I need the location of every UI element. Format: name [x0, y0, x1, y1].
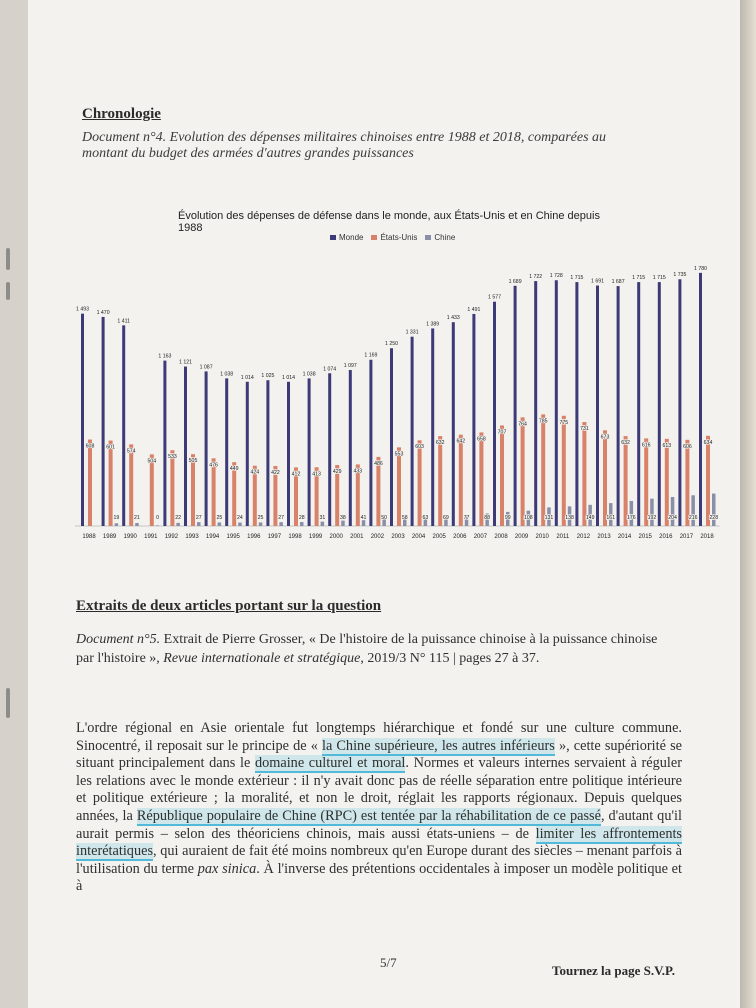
- chart-legend: [330, 233, 455, 242]
- bar-monde-1988: [81, 314, 84, 526]
- x-tick-label-2010: 2010: [535, 534, 549, 540]
- data-label-monde-2002: 1 169: [364, 352, 378, 359]
- data-label-monde-2000: 1 074: [323, 366, 337, 373]
- data-label-chine-2011: 138: [565, 515, 574, 521]
- document-5-citation: [76, 630, 666, 668]
- data-label-monde-1993: 1 121: [179, 359, 192, 366]
- bar-monde-1997: [266, 380, 269, 526]
- data-label-chine-1990: 21: [134, 515, 140, 521]
- bar-chine-2015: [650, 499, 654, 526]
- excerpt-text: , qui auraient de fait été moins nombreux qu'en Europe durant des siècles – menant parfois à l'utilisation du terme: [76, 843, 682, 877]
- highlighted-text: domaine culturel et moral: [254, 755, 406, 772]
- data-label-tatsunis-1996: 424: [250, 469, 260, 476]
- data-label-chine-1999: 31: [319, 515, 326, 521]
- bar-monde-2007: [472, 314, 475, 526]
- data-label-chine-2015: 192: [647, 515, 657, 521]
- data-label-chine-1997: 27: [278, 515, 285, 521]
- bar-monde-2015: [637, 282, 640, 526]
- bar-tatsunis-2017: [685, 440, 689, 526]
- data-label-tatsunis-1997: 422: [271, 469, 280, 476]
- bar-monde-1989: [102, 317, 105, 526]
- data-label-monde-1990: 1 411: [117, 318, 131, 325]
- legend-swatch-etats-unis: [371, 235, 377, 240]
- bar-chine-2018: [712, 494, 716, 526]
- x-tick-label-2001: 2001: [350, 534, 364, 540]
- data-label-monde-1999: 1 038: [302, 371, 316, 378]
- excerpt-text: », cette supériorité se situant principalement dans le: [76, 737, 682, 772]
- legend-label-monde: Monde: [339, 233, 364, 242]
- data-label-monde-1997: 1 025: [261, 373, 275, 380]
- x-tick-label-1989: 1989: [102, 534, 117, 540]
- bar-monde-2003: [390, 348, 393, 526]
- document-5-label: Document n°5.: [76, 632, 161, 647]
- data-label-monde-1995: 1 038: [220, 371, 234, 378]
- bar-monde-2006: [452, 322, 455, 526]
- bar-tatsunis-2008: [500, 425, 504, 526]
- data-label-tatsunis-2002: 486: [374, 460, 383, 467]
- x-tick-label-2015: 2015: [638, 534, 652, 540]
- x-tick-label-2016: 2016: [659, 534, 673, 540]
- data-label-monde-2014: 1 687: [611, 279, 625, 286]
- x-tick-label-2007: 2007: [473, 534, 488, 540]
- bar-tatsunis-1994: [212, 458, 216, 526]
- excerpt-italic-term: pax sinica: [197, 860, 257, 877]
- data-label-tatsunis-2008: 707: [497, 429, 507, 436]
- bar-tatsunis-1990: [129, 444, 133, 526]
- x-tick-label-1993: 1993: [185, 534, 199, 540]
- bar-tatsunis-2009: [521, 417, 525, 526]
- x-tick-label-2014: 2014: [617, 534, 632, 540]
- bar-tatsunis-2002: [376, 457, 380, 526]
- legend-label-chine: Chine: [434, 233, 456, 242]
- x-tick-label-2000: 2000: [329, 534, 343, 540]
- legend-item-monde: [330, 233, 363, 242]
- bar-tatsunis-2006: [459, 435, 463, 526]
- bar-tatsunis-1988: [88, 440, 92, 526]
- data-label-chine-1994: 25: [216, 515, 223, 521]
- x-tick-label-1998: 1998: [288, 534, 302, 540]
- highlighted-text: limiter les affrontements interétatiques: [76, 825, 682, 860]
- x-tick-label-1994: 1994: [205, 534, 220, 540]
- data-label-monde-2001: 1 097: [343, 362, 357, 369]
- data-label-tatsunis-2006: 642: [456, 438, 466, 445]
- x-tick-label-2005: 2005: [432, 534, 446, 540]
- data-label-tatsunis-1999: 413: [312, 471, 321, 478]
- data-label-chine-1992: 22: [175, 515, 182, 521]
- bar-monde-1999: [308, 378, 311, 526]
- bar-monde-2000: [328, 373, 331, 526]
- bar-chine-1994: [218, 522, 222, 526]
- data-label-monde-2006: 1 433: [446, 315, 460, 322]
- bar-chine-2014: [630, 501, 634, 526]
- highlighted-text: République populaire de Chine (RPC) est tentée par la réhabilitation de ce passé: [136, 807, 601, 824]
- data-label-tatsunis-2004: 603: [415, 444, 424, 451]
- x-tick-label-2003: 2003: [391, 534, 405, 540]
- bar-monde-2011: [555, 280, 558, 526]
- data-label-monde-1989: 1 470: [96, 309, 110, 316]
- x-tick-label-2012: 2012: [576, 534, 591, 540]
- bar-monde-1995: [225, 378, 228, 526]
- data-label-chine-1998: 28: [298, 515, 305, 521]
- data-label-monde-2007: 1 491: [467, 306, 481, 313]
- data-label-tatsunis-2005: 632: [435, 440, 445, 447]
- x-tick-label-1999: 1999: [308, 534, 323, 540]
- page-margin-mark: [6, 688, 10, 718]
- bar-monde-2008: [493, 302, 496, 526]
- data-label-tatsunis-2001: 433: [353, 468, 363, 475]
- data-label-monde-2011: 1 728: [549, 273, 563, 280]
- data-label-tatsunis-2010: 785: [538, 418, 548, 425]
- bar-monde-1996: [246, 382, 249, 526]
- data-label-chine-2002: 50: [381, 515, 388, 521]
- data-label-tatsunis-2000: 429: [332, 468, 342, 475]
- bar-tatsunis-2018: [706, 436, 710, 526]
- bar-monde-2005: [431, 328, 434, 526]
- data-label-tatsunis-1992: 533: [168, 454, 177, 461]
- bar-chine-2001: [362, 520, 366, 526]
- bar-chine-1997: [279, 522, 283, 526]
- data-label-monde-2010: 1 722: [529, 274, 543, 281]
- x-tick-label-1995: 1995: [226, 534, 240, 540]
- bar-monde-2002: [369, 360, 372, 526]
- data-label-chine-1989: 19: [113, 515, 120, 521]
- data-label-monde-1988: 1 493: [76, 306, 89, 313]
- data-label-monde-1994: 1 087: [199, 364, 213, 371]
- bar-monde-1994: [205, 371, 208, 526]
- data-label-tatsunis-1988: 608: [85, 443, 95, 450]
- data-label-tatsunis-1989: 601: [106, 444, 115, 451]
- data-label-tatsunis-1998: 412: [291, 471, 301, 478]
- data-label-tatsunis-2017: 606: [683, 443, 692, 450]
- bar-monde-2018: [699, 273, 702, 526]
- data-label-tatsunis-2003: 553: [394, 451, 404, 458]
- bar-tatsunis-2016: [665, 439, 669, 526]
- bar-chine-1998: [300, 522, 304, 526]
- data-label-chine-2010: 131: [544, 515, 554, 521]
- data-label-monde-1998: 1 014: [282, 374, 295, 381]
- data-label-chine-1996: 25: [257, 515, 264, 521]
- data-label-chine-2013: 161: [606, 515, 616, 521]
- data-label-chine-2012: 149: [585, 515, 595, 521]
- x-tick-label-1990: 1990: [123, 534, 137, 540]
- document-5-intro: Extrait de Pierre Grosser, « De l'histoire de la puissance chinoise à la puissance chinoise par l'histoire »,: [76, 632, 658, 666]
- x-tick-label-2004: 2004: [411, 534, 426, 540]
- bar-monde-2004: [411, 337, 414, 526]
- bar-chine-2017: [691, 495, 695, 526]
- data-label-tatsunis-2015: 616: [641, 442, 651, 449]
- bar-chine-1999: [321, 522, 325, 526]
- data-label-tatsunis-2012: 731: [580, 426, 589, 433]
- x-tick-label-2018: 2018: [700, 534, 714, 540]
- bar-monde-2013: [596, 286, 599, 526]
- x-tick-label-1996: 1996: [247, 534, 261, 540]
- bar-tatsunis-1989: [109, 441, 113, 526]
- bar-monde-2010: [534, 281, 537, 526]
- bar-monde-2017: [678, 279, 681, 526]
- bar-chine-1989: [115, 523, 119, 526]
- excerpt-text: L'ordre régional en Asie orientale fut longtemps hiérarchique et fondé sur une culture commune. Sinocentré, il reposait sur le principe de «: [76, 720, 682, 754]
- data-label-chine-2005: 69: [443, 515, 449, 521]
- bar-monde-2014: [617, 286, 620, 526]
- bar-monde-1990: [122, 325, 125, 526]
- x-tick-label-1992: 1992: [164, 534, 179, 540]
- bar-chine-2000: [341, 521, 345, 526]
- data-label-chine-1993: 27: [195, 515, 202, 521]
- bar-monde-1998: [287, 382, 290, 526]
- data-label-monde-2013: 1 691: [591, 278, 604, 285]
- bar-monde-2016: [658, 282, 661, 526]
- data-label-chine-2006: 77: [463, 515, 470, 521]
- bar-chine-1993: [197, 522, 201, 526]
- document-5-reference: , 2019/3 N° 115 | pages 27 à 37.: [360, 651, 540, 666]
- bar-monde-1992: [163, 361, 166, 526]
- x-tick-label-1988: 1988: [82, 534, 96, 540]
- legend-item-etats-unis: [371, 233, 417, 242]
- data-label-tatsunis-1994: 476: [209, 462, 218, 469]
- bar-tatsunis-2004: [418, 440, 422, 526]
- bar-tatsunis-2013: [603, 430, 607, 526]
- bar-tatsunis-2012: [582, 422, 586, 526]
- legend-item-chine: [425, 233, 455, 242]
- data-label-monde-2005: 1 389: [426, 321, 440, 328]
- bar-tatsunis-2007: [479, 432, 483, 526]
- data-label-chine-2003: 58: [401, 515, 408, 521]
- data-label-monde-2017: 1 735: [673, 272, 687, 279]
- x-tick-label-1991: 1991: [144, 534, 158, 540]
- bar-tatsunis-2015: [644, 438, 648, 526]
- bar-tatsunis-2003: [397, 447, 401, 526]
- data-label-chine-2001: 41: [360, 515, 367, 521]
- bar-chine-2016: [671, 497, 675, 526]
- data-label-chine-2004: 63: [422, 515, 429, 521]
- bar-monde-2001: [349, 370, 352, 526]
- data-label-monde-1996: 1 014: [240, 374, 254, 381]
- x-tick-label-2006: 2006: [453, 534, 467, 540]
- bar-tatsunis-2010: [541, 414, 545, 526]
- article-excerpt: [76, 720, 682, 896]
- page-margin-mark: [6, 248, 10, 270]
- data-label-chine-1991: 0: [156, 515, 159, 521]
- document-5-journal: Revue internationale et stratégique: [163, 651, 361, 666]
- x-tick-label-2009: 2009: [514, 534, 529, 540]
- bar-chine-1996: [259, 522, 263, 526]
- legend-swatch-monde: [330, 235, 336, 240]
- data-label-chine-2018: 228: [709, 515, 719, 521]
- bar-tatsunis-2014: [624, 436, 628, 526]
- x-tick-label-2002: 2002: [370, 534, 385, 540]
- bar-chine-1991: [156, 525, 160, 526]
- data-label-tatsunis-1993: 505: [188, 458, 198, 465]
- bar-tatsunis-1991: [150, 454, 154, 526]
- section-heading-chronologie: Chronologie: [82, 106, 161, 122]
- bar-tatsunis-1993: [191, 454, 195, 526]
- data-label-tatsunis-2009: 764: [518, 421, 527, 428]
- data-label-monde-2009: 1 689: [508, 278, 522, 285]
- data-label-chine-2014: 176: [627, 515, 636, 521]
- x-tick-label-1997: 1997: [267, 534, 282, 540]
- excerpt-text: . Normes et valeurs internes servaient à réguler les relations avec le monde extérieur : il n'y avait donc pas de réelle séparation entre politique intérieure et politique extérieure ; la moralité, et non le droit, réglait les rapports régionaux. Depuis quelques années, la: [76, 755, 682, 824]
- excerpt-text: , d'autant qu'il aurait permis – selon des théoriciens chinois, mais aussi états-uniens – de: [76, 807, 682, 842]
- excerpt-text: . À l'inverse des prétentions occidentales à imposer un modèle politique et à: [76, 860, 683, 895]
- data-label-chine-2016: 204: [668, 515, 677, 521]
- document-4-caption: [82, 130, 642, 162]
- page-margin-mark: [6, 282, 10, 300]
- x-tick-label-2013: 2013: [597, 534, 611, 540]
- defense-spending-chart: [75, 250, 723, 550]
- data-label-monde-2015: 1 715: [632, 275, 646, 282]
- data-label-tatsunis-2018: 634: [703, 439, 713, 446]
- data-label-tatsunis-2007: 658: [477, 436, 486, 443]
- page-number: 5/7: [380, 955, 397, 970]
- data-label-tatsunis-1991: 504: [147, 458, 157, 465]
- data-label-monde-2003: 1 250: [385, 341, 398, 348]
- document-4-label: Document n°4.: [82, 130, 167, 145]
- bar-monde-2009: [514, 286, 517, 526]
- bar-chine-1995: [238, 523, 242, 526]
- section-heading-extracts: Extraits de deux articles portant sur la question: [76, 598, 382, 614]
- data-label-chine-2008: 99: [504, 515, 511, 521]
- data-label-tatsunis-2013: 673: [600, 434, 610, 441]
- data-label-tatsunis-1990: 574: [126, 448, 136, 455]
- bar-tatsunis-2005: [438, 436, 442, 526]
- x-tick-label-2011: 2011: [556, 534, 570, 540]
- data-label-monde-2012: 1 715: [570, 275, 584, 282]
- legend-label-etats-unis: États-Unis: [380, 233, 418, 242]
- bar-monde-2012: [575, 282, 578, 526]
- bar-tatsunis-2011: [562, 416, 566, 526]
- data-label-tatsunis-1995: 449: [229, 466, 239, 473]
- data-label-chine-2000: 38: [340, 515, 346, 521]
- chart-title: Évolution des dépenses de défense dans le monde, aux États-Unis et en Chine depuis 1988: [178, 210, 600, 234]
- highlighted-text: la Chine supérieure, les autres inférieurs: [321, 737, 555, 754]
- data-label-monde-2008: 1 577: [488, 294, 501, 301]
- bar-monde-1993: [184, 367, 187, 526]
- data-label-monde-2004: 1 331: [405, 329, 419, 336]
- bar-tatsunis-1992: [170, 450, 174, 526]
- legend-swatch-chine: [425, 235, 431, 240]
- data-label-tatsunis-2014: 632: [621, 440, 630, 447]
- data-label-monde-2018: 1 780: [694, 265, 707, 272]
- data-label-tatsunis-2016: 613: [662, 442, 672, 449]
- bar-chine-1992: [176, 523, 180, 526]
- data-label-chine-2009: 108: [524, 515, 533, 521]
- data-label-monde-2016: 1 715: [652, 275, 666, 282]
- data-label-chine-2007: 88: [484, 515, 491, 521]
- page-edge-shadow: [740, 0, 756, 1008]
- x-tick-label-2017: 2017: [679, 534, 694, 540]
- data-label-tatsunis-2011: 775: [559, 419, 569, 426]
- turn-page-note: Tournez la page S.V.P.: [552, 963, 676, 978]
- bar-chine-1990: [135, 523, 139, 526]
- data-label-chine-2017: 216: [688, 515, 698, 521]
- document-4-text: Evolution des dépenses militaires chinoises entre 1988 et 2018, comparées au montant du budget des armées d'autres grandes puissances: [82, 130, 607, 161]
- data-label-monde-1992: 1 163: [158, 353, 172, 360]
- data-label-chine-1995: 24: [237, 515, 243, 521]
- x-tick-label-2008: 2008: [494, 534, 508, 540]
